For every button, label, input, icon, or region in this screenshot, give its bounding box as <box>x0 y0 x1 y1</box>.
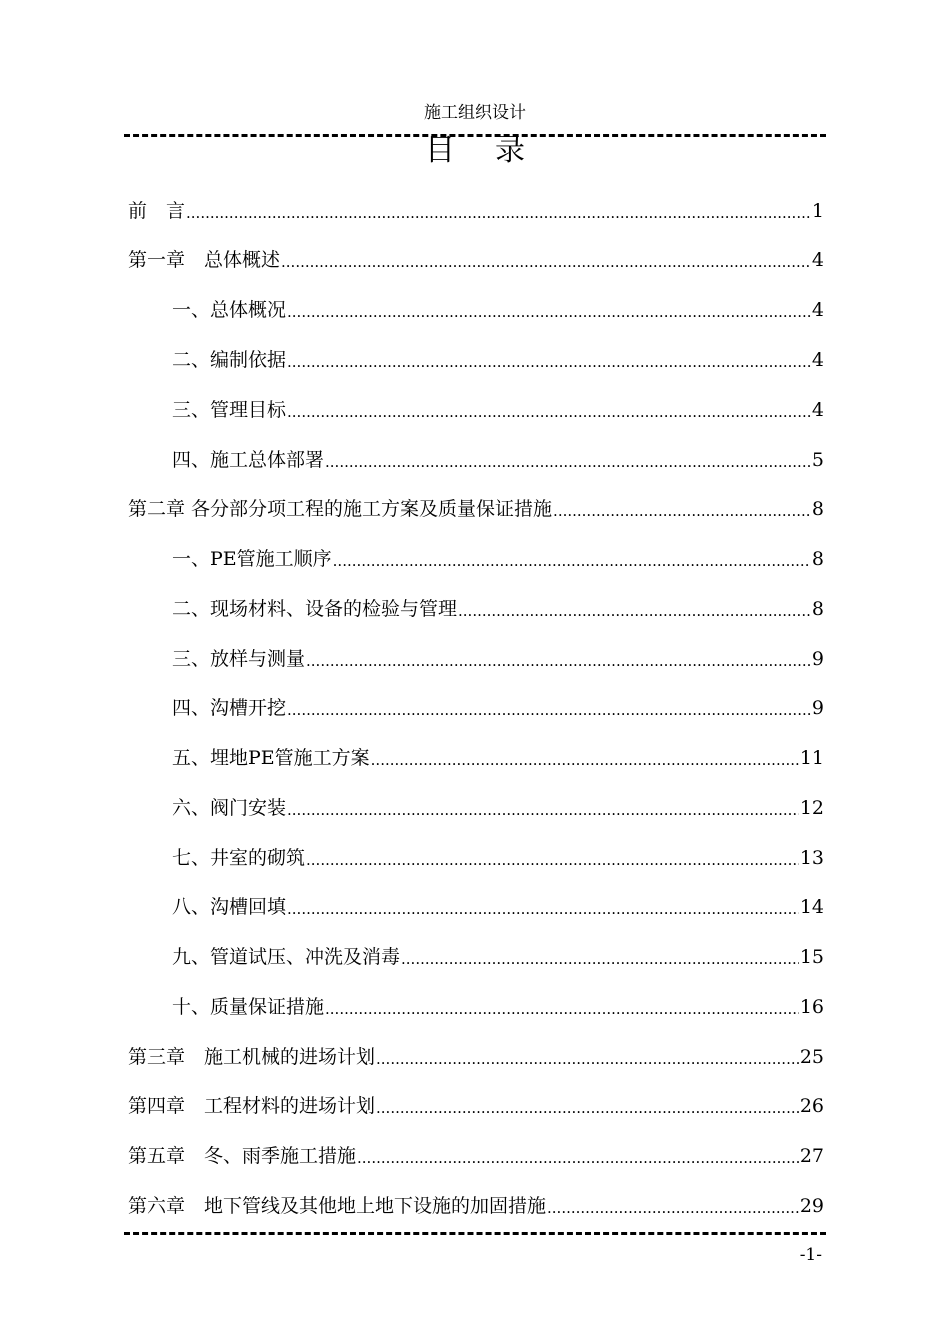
toc-dot-leader <box>306 845 799 871</box>
toc-entry-chapter-2[interactable] <box>128 494 824 522</box>
toc-entry-page: 8 <box>811 548 824 570</box>
toc-entry-page: 13 <box>799 847 824 869</box>
toc-entry-page: 27 <box>799 1145 824 1167</box>
toc-entry-label: 七、井室的砌筑 <box>172 847 306 869</box>
toc-entry-chapter-3[interactable] <box>128 1042 824 1070</box>
toc-entry-label: 第六章 地下管线及其他地上地下设施的加固措施 <box>128 1195 547 1217</box>
toc-entry-page: 12 <box>799 797 824 819</box>
toc-dot-leader <box>325 447 811 473</box>
toc-dot-leader <box>287 695 811 721</box>
toc-entry-page: 29 <box>799 1195 824 1217</box>
toc-entry-2-4[interactable] <box>172 693 824 721</box>
toc-entry-label: 一、PE管施工顺序 <box>172 548 332 570</box>
toc-entry-page: 9 <box>811 697 824 719</box>
toc-entry-2-8[interactable] <box>172 892 824 920</box>
toc-entry-label: 第五章 冬、雨季施工措施 <box>128 1145 357 1167</box>
toc-entry-2-7[interactable] <box>172 843 824 871</box>
page-header-title: 施工组织设计 <box>424 103 526 123</box>
toc-entry-label: 第三章 施工机械的进场计划 <box>128 1046 376 1068</box>
toc-entry-label: 六、阀门安装 <box>172 797 287 819</box>
toc-entry-page: 4 <box>811 349 824 371</box>
toc-entry-page: 4 <box>811 299 824 321</box>
toc-dot-leader <box>333 546 811 572</box>
toc-entry-page: 26 <box>799 1095 824 1117</box>
toc-entry-2-6[interactable] <box>172 793 824 821</box>
toc-dot-leader <box>325 994 799 1020</box>
toc-entry-label: 五、埋地PE管施工方案 <box>172 747 370 769</box>
toc-dot-leader <box>287 795 799 821</box>
footer-dashed-rule <box>124 1232 826 1235</box>
toc-entry-1-2[interactable] <box>172 345 824 373</box>
toc-entry-2-1[interactable] <box>172 544 824 572</box>
toc-entry-label: 第二章 各分部分项工程的施工方案及质量保证措施 <box>128 498 553 520</box>
toc-entry-1-4[interactable] <box>172 445 824 473</box>
toc-dot-leader <box>281 247 811 273</box>
toc-entry-2-3[interactable] <box>172 644 824 672</box>
toc-dot-leader <box>287 347 811 373</box>
toc-title: 目录 <box>425 133 565 168</box>
toc-entry-page: 9 <box>811 648 824 670</box>
toc-entry-2-2[interactable] <box>172 594 824 622</box>
toc-entry-label: 三、放样与测量 <box>172 648 306 670</box>
toc-entry-2-10[interactable] <box>172 992 824 1020</box>
toc-dot-leader <box>186 198 811 224</box>
toc-entry-chapter-4[interactable] <box>128 1091 824 1119</box>
toc-entry-2-9[interactable] <box>172 942 824 970</box>
toc-entry-page: 8 <box>811 498 824 520</box>
toc-dot-leader <box>401 944 799 970</box>
toc-entry-page: 1 <box>811 200 824 222</box>
toc-entry-label: 前 言 <box>128 200 186 222</box>
toc-entry-page: 15 <box>799 946 824 968</box>
toc-dot-leader <box>553 496 811 522</box>
toc-entry-page: 25 <box>799 1046 824 1068</box>
toc-entry-page: 8 <box>811 598 824 620</box>
toc-entry-chapter-1[interactable] <box>128 245 824 273</box>
toc-entry-label: 九、管道试压、冲洗及消毒 <box>172 946 401 968</box>
toc-entry-label: 第四章 工程材料的进场计划 <box>128 1095 376 1117</box>
toc-dot-leader <box>287 297 811 323</box>
toc-entry-1-1[interactable] <box>172 295 824 323</box>
toc-dot-leader <box>547 1193 799 1219</box>
toc-entry-chapter-6[interactable] <box>128 1191 824 1219</box>
toc-dot-leader <box>376 1093 799 1119</box>
toc-entry-page: 16 <box>799 996 824 1018</box>
toc-entry-label: 八、沟槽回填 <box>172 896 287 918</box>
toc-entry-1-3[interactable] <box>172 395 824 423</box>
toc-entry-page: 5 <box>811 449 824 471</box>
toc-entry-label: 十、质量保证措施 <box>172 996 325 1018</box>
toc-entry-label: 一、总体概况 <box>172 299 287 321</box>
toc-entry-label: 三、管理目标 <box>172 399 287 421</box>
toc-entry-label: 二、现场材料、设备的检验与管理 <box>172 598 458 620</box>
toc-entry-label: 四、沟槽开挖 <box>172 697 287 719</box>
toc-entry-2-5[interactable] <box>172 743 824 771</box>
toc-dot-leader <box>287 397 811 423</box>
toc-dot-leader <box>371 745 799 771</box>
toc-dot-leader <box>458 596 811 622</box>
toc-entry-label: 二、编制依据 <box>172 349 287 371</box>
toc-entry-label: 第一章 总体概述 <box>128 249 281 271</box>
toc-entry-label: 四、施工总体部署 <box>172 449 325 471</box>
toc-entry-page: 4 <box>811 399 824 421</box>
toc-entry-page: 4 <box>811 249 824 271</box>
toc-dot-leader <box>376 1044 799 1070</box>
toc-dot-leader <box>287 894 799 920</box>
toc-entry-page: 11 <box>799 747 824 769</box>
toc-entry-preface[interactable] <box>128 196 824 224</box>
toc-entry-chapter-5[interactable] <box>128 1141 824 1169</box>
toc-dot-leader <box>306 646 811 672</box>
toc-dot-leader <box>357 1143 799 1169</box>
page-number: -1- <box>799 1245 822 1265</box>
toc-entry-page: 14 <box>799 896 824 918</box>
